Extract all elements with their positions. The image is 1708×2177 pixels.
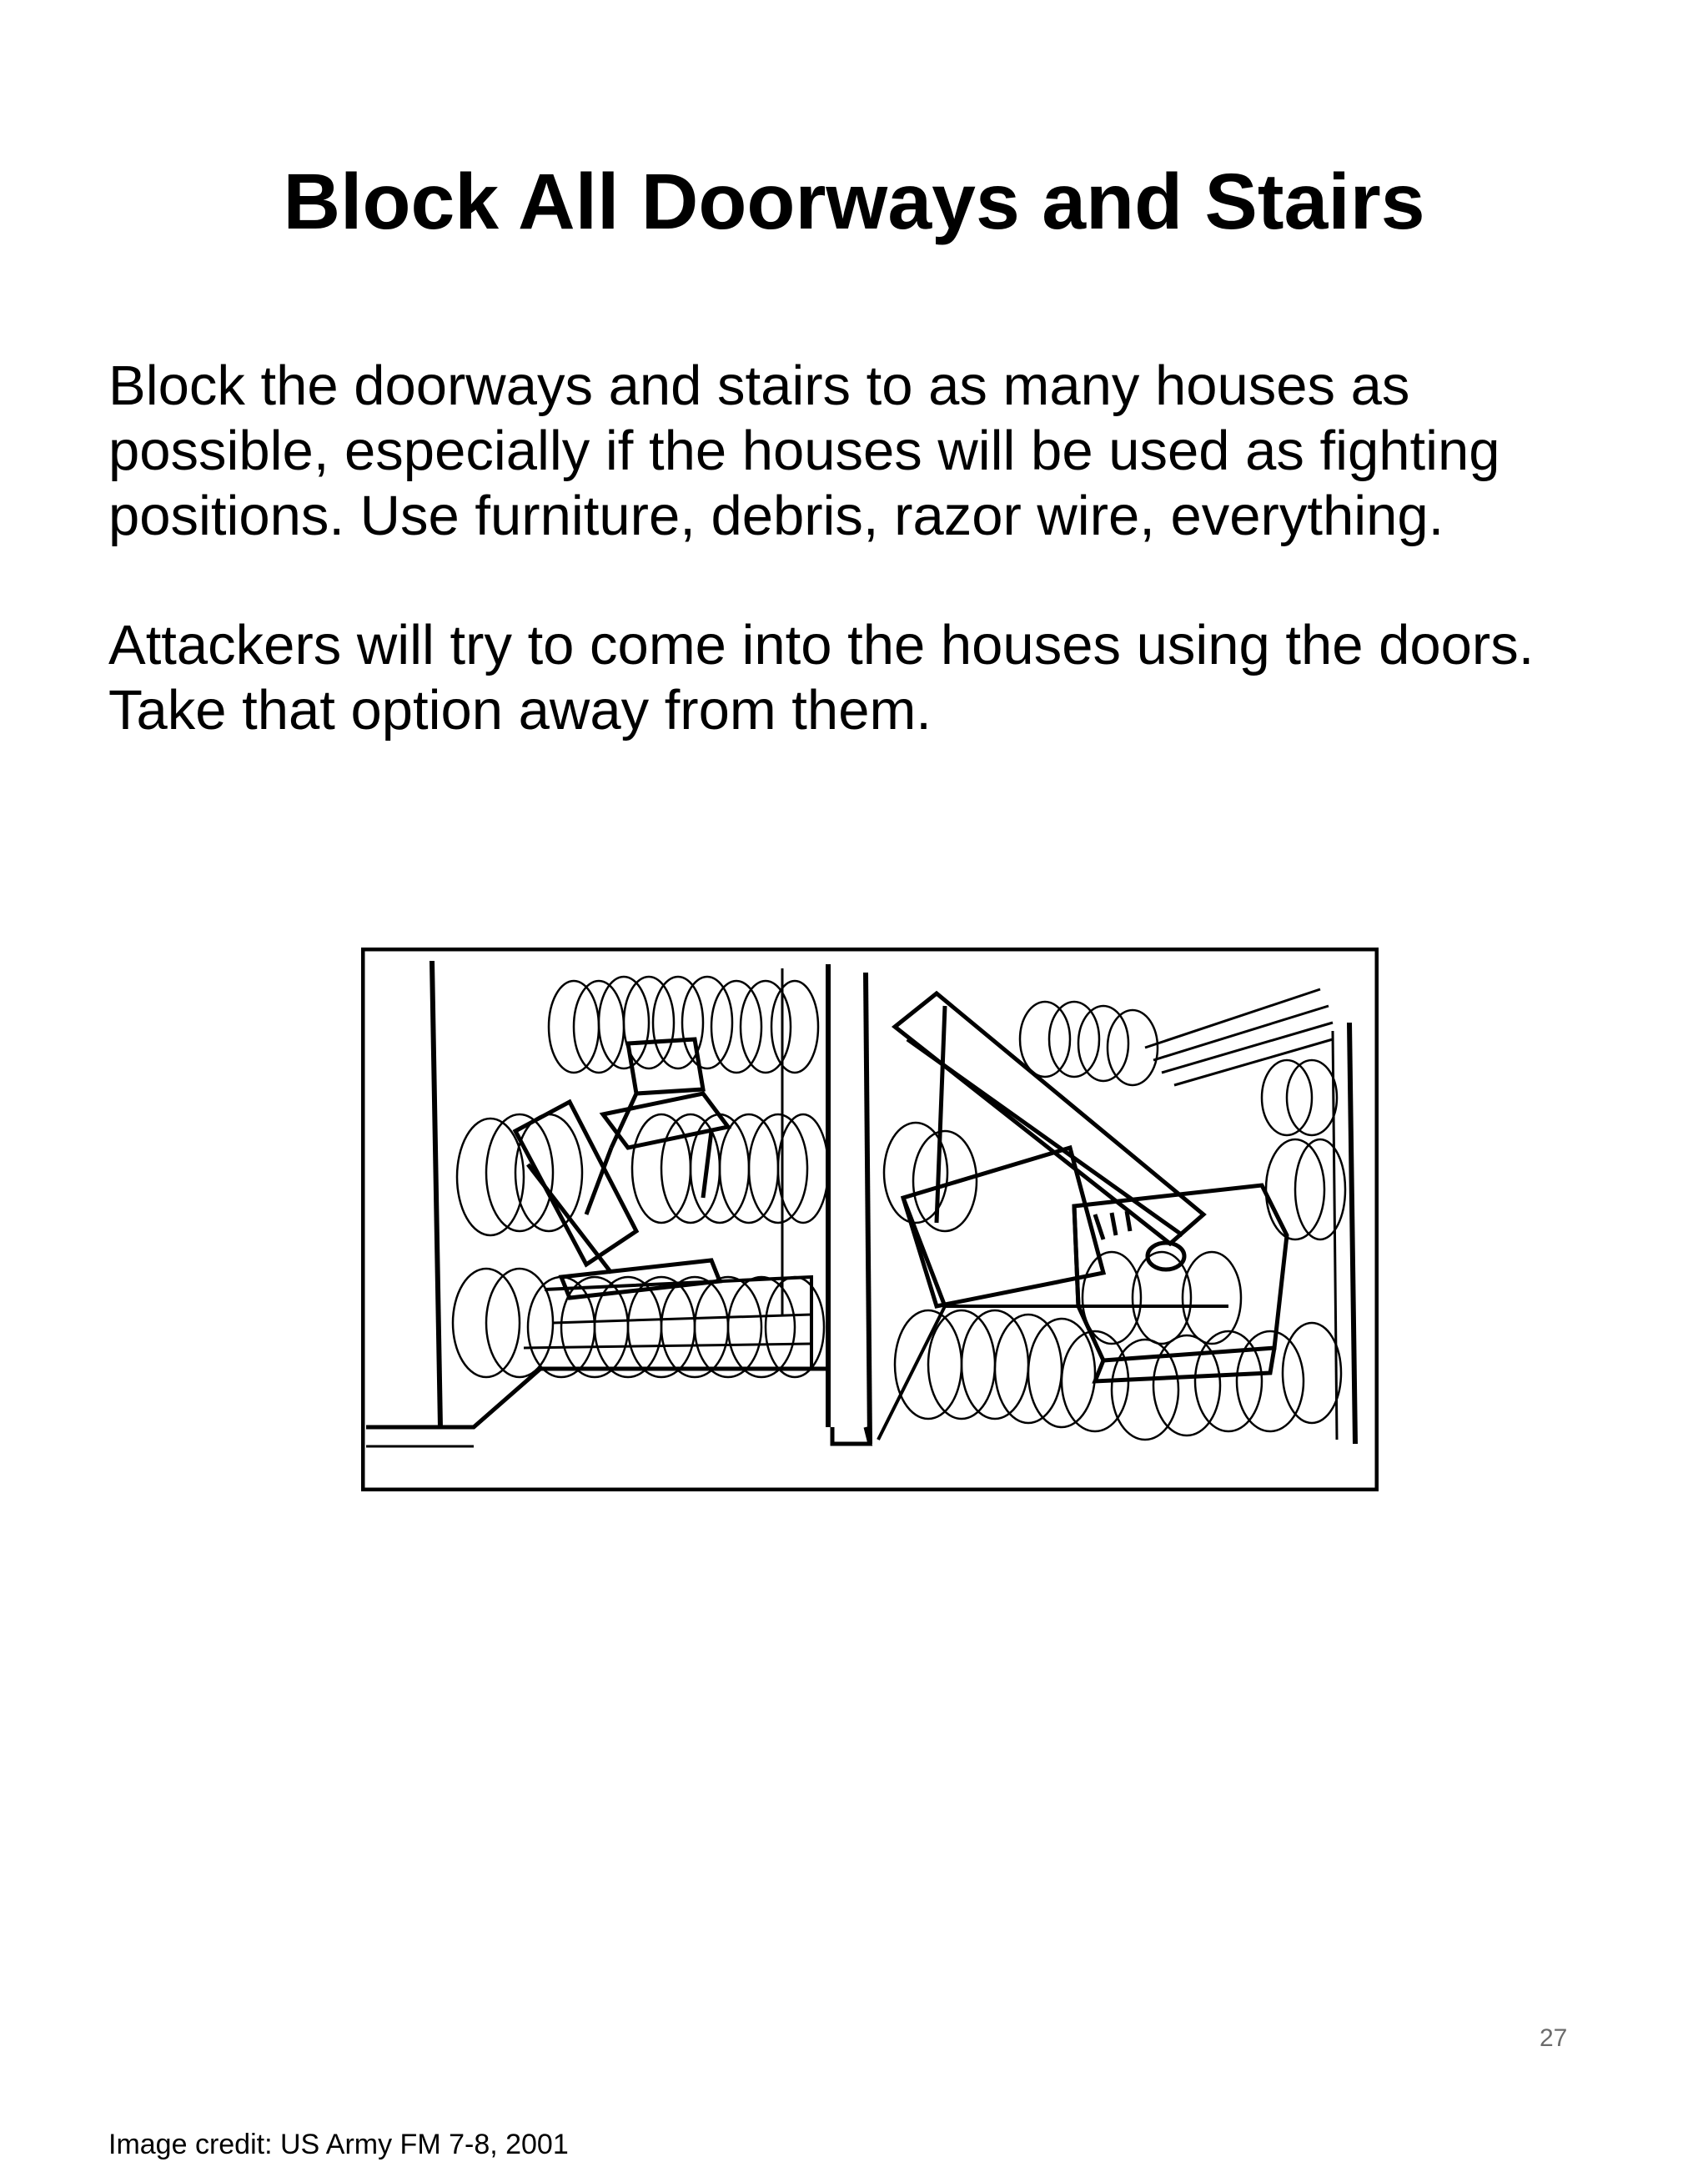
body-paragraph: Block the doorways and stairs to as many houses as possible, especially if the houses will be used as fighting positions. Use furniture, debris, razor wire, everything. [108,354,1500,547]
page-number: 27 [1540,2024,1568,2052]
blocked-doorways-illustration [361,948,1379,1491]
image-credit: Image credit: US Army FM 7-8, 2001 [108,2129,569,2160]
body-paragraph: Attackers will try to come into the houses using the doors. Take that option away from them. [108,614,1535,742]
page-title: Block All Doorways and Stairs [283,158,1425,246]
